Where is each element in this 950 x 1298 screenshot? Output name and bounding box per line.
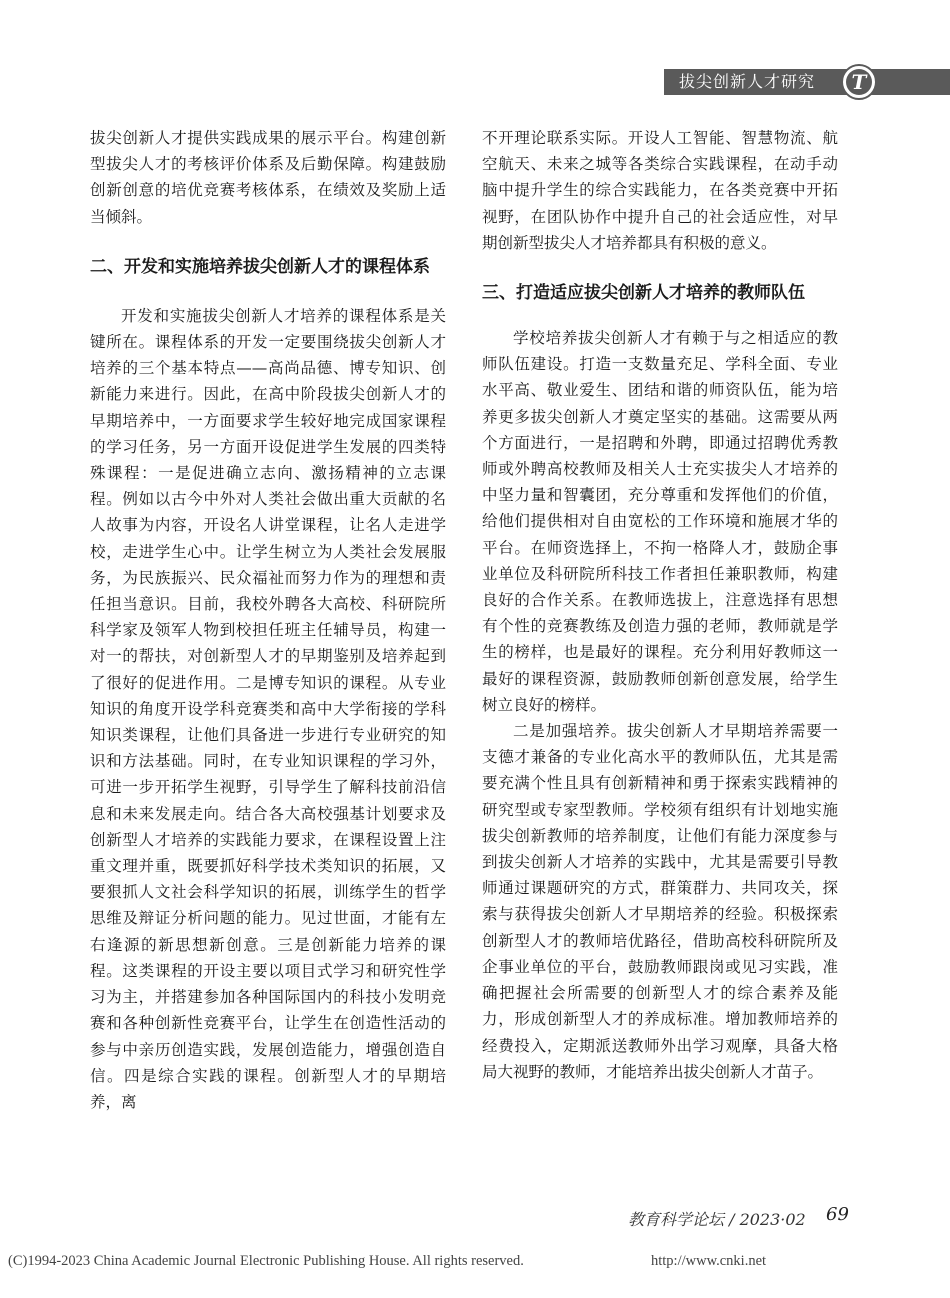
footer-journal-issue: 教育科学论坛 / 2023·02 xyxy=(628,1210,806,1229)
paragraph: 二是加强培养。拔尖创新人才早期培养需要一支德才兼备的专业化高水平的教师队伍，尤其是需要充满个性且具有创新精神和勇于探索实践精神的研究型或专家型教师。学校须有组织有计划地实施拔尖创新教师的培养制度，让他们有能力深度参与到拔尖创新人才培养的实践中，尤其是需要引导教师通过课题研究的方式，群策群力、共同攻关，探索与获得拔尖创新人才早期培养的经验。积极探索创新型人才的教师培优路径，借助高校科研院所及企事业单位的平台，鼓励教师跟岗或见习实践，准确把握社会所需要的创新型人才的综合素养及能力，形成创新型人才的养成标准。增加教师培养的经费投入，定期派送教师外出学习观摩，具备大格局大视野的教师，才能培养出拔尖创新人才苗子。 xyxy=(482,722,838,1081)
right-column xyxy=(482,125,838,1085)
journal-logo-letter: T xyxy=(846,69,872,95)
page-number: 69 xyxy=(826,1204,849,1225)
paragraph: 开发和实施拔尖创新人才培养的课程体系是关键所在。课程体系的开发一定要围绕拔尖创新人才培养的三个基本特点——高尚品德、博专知识、创新能力来进行。因此，在高中阶段拔尖创新人才的早期培养中，一方面要求学生较好地完成国家课程的学习任务，另一方面开设促进学生发展的四类特殊课程：一是促进确立志向、激扬精神的立志课程。例如以古今中外对人类社会做出重大贡献的名人故事为内容，开设名人讲堂课程，让名人走进学校，走进学生心中。让学生树立为人类社会发展服务，为民族振兴、民众福祉而努力作为的理想和责任担当意识。目前，我校外聘各大高校、科研院所科学家及领军人物到校担任班主任辅导员，构建一对一的帮扶，对创新型人才的早期鉴别及培养起到了很好的促进作用。二是博专知识的课程。从专业知识的角度开设学科竞赛类和高中大学衔接的学科知识类课程，让他们具备进一步进行专业研究的知识和方法基础。同时，在专业知识课程的学习外，可进一步开拓学生视野，引导学生了解科技前沿信息和未来发展走向。结合各大高校强基计划要求及创新型人才培养的实践能力要求，在课程设置上注重文理并重，既要抓好科学技术类知识的拓展，又要狠抓人文社会科学知识的拓展，训练学生的哲学思维及辩证分析问题的能力。见过世面，才能有左右逢源的新思想新创意。三是创新能力培养的课程。这类课程的开设主要以项目式学习和研究性学习为主，并搭建参加各种国际国内的科技小发明竞赛和各种创新性竞赛平台，让学生在创造性活动的参与中亲历创造实践，发展创造能力，增强创造自信。四是综合实践的课程。创新型人才的早期培养，离 xyxy=(90,306,446,1111)
journal-logo-icon xyxy=(841,64,877,100)
publisher-url: http://www.cnki.net xyxy=(651,1253,767,1269)
section-heading-3: 三、打造适应拔尖创新人才培养的教师队伍 xyxy=(482,283,805,304)
copyright-notice: (C)1994-2023 China Academic Journal Electronic Publishing House. All rights reserved. xyxy=(8,1253,524,1269)
paragraph: 学校培养拔尖创新人才有赖于与之相适应的教师队伍建设。打造一支数量充足、学科全面、专业水平高、敬业爱生、团结和谐的师资队伍，能为培养更多拔尖创新人才奠定坚实的基础。这需要从两个方面进行，一是招聘和外聘，即通过招聘优秀教师或外聘高校教师及相关人士充实拔尖人才培养的中坚力量和智囊团，充分尊重和发挥他们的价值，给他们提供相对自由宽松的工作环境和施展才华的平台。在师资选择上，不拘一格降人才，鼓励企事业单位及科研院所科技工作者担任兼职教师，构建良好的合作关系。在教师选拔上，注意选择有思想有个性的竞赛教练及创造力强的老师，教师就是学生的榜样，也是最好的课程。充分利用好教师这一最好的课程资源，鼓励教师创新创意发展，给学生树立良好的榜样。 xyxy=(482,329,838,714)
left-column xyxy=(90,125,446,1115)
paragraph-continued: 拔尖创新人才提供实践成果的展示平台。构建创新型拔尖人才的考核评价体系及后勤保障。构建鼓励创新创意的培优竞赛考核体系，在绩效及奖励上适当倾斜。 xyxy=(90,129,446,226)
section-heading-2: 二、开发和实施培养拔尖创新人才的课程体系 xyxy=(90,256,430,277)
paragraph-continued: 不开理论联系实际。开设人工智能、智慧物流、航空航天、未来之城等各类综合实践课程，在动手动脑中提升学生的综合实践能力，在各类竞赛中开拓视野，在团队协作中提升自己的社会适应性，对早期创新型拔尖人才培养都具有积极的意义。 xyxy=(482,129,838,252)
running-header-title: 拔尖创新人才研究 xyxy=(679,72,816,91)
